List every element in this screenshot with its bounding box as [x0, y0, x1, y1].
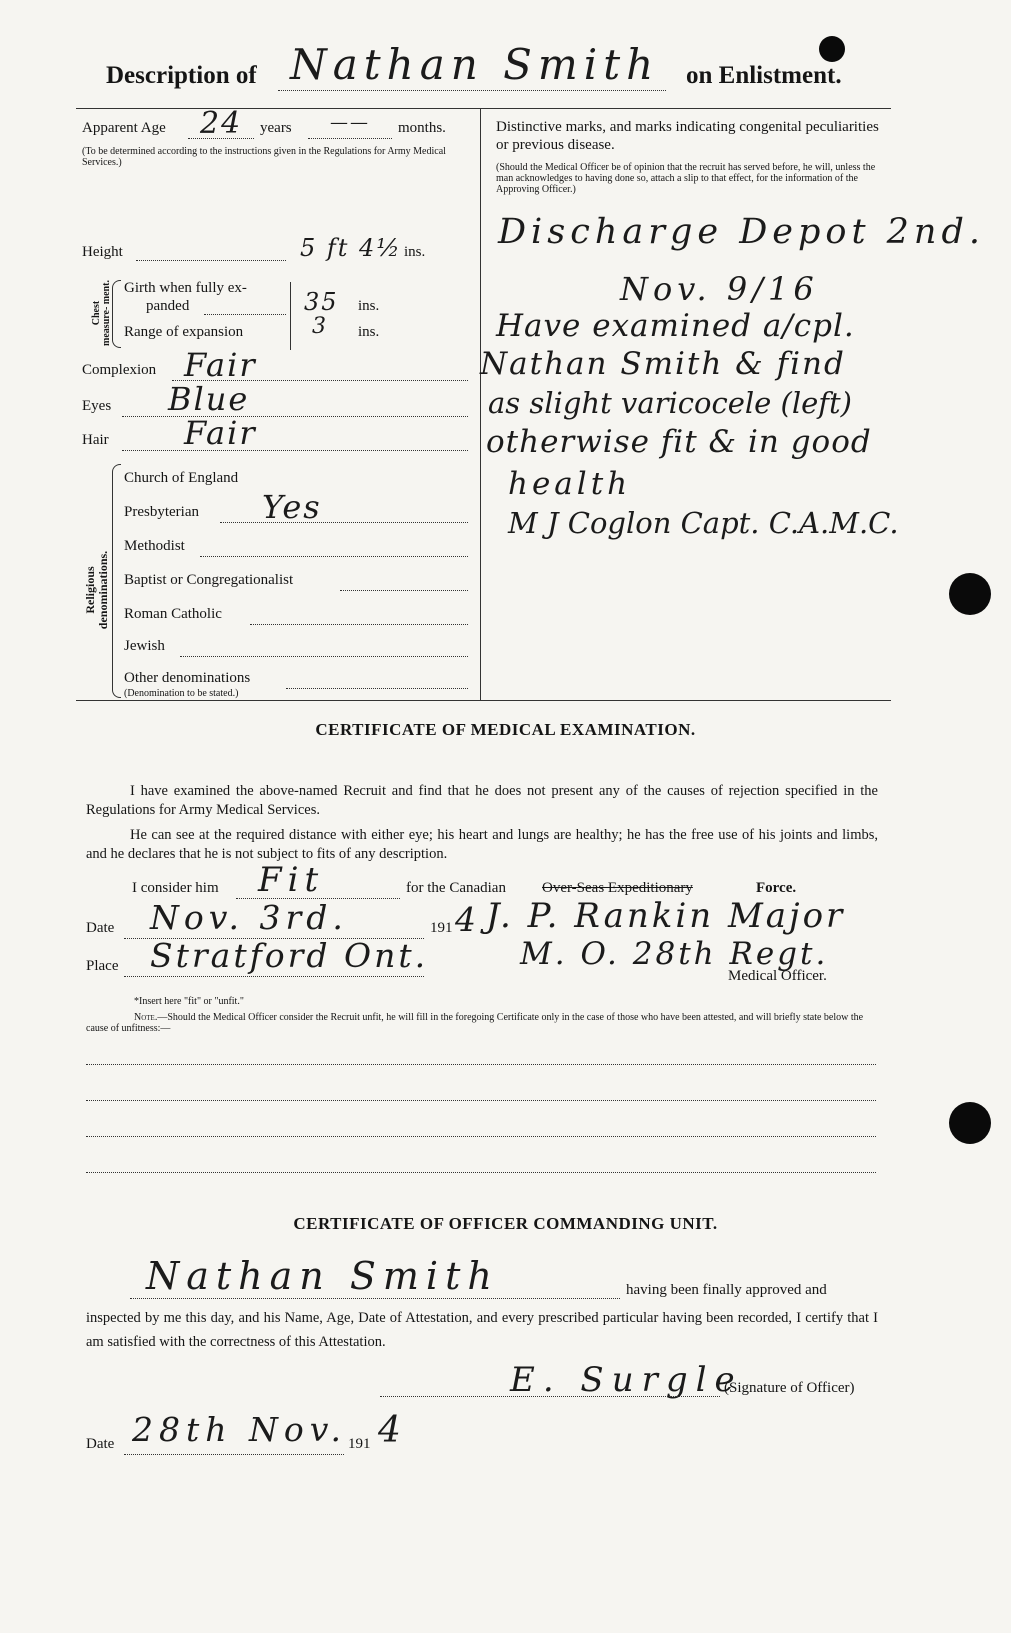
months-label: months.: [398, 120, 446, 136]
place-handwritten: Stratford Ont.: [150, 936, 429, 975]
eyes-handwritten: Blue: [168, 380, 250, 418]
medical-certificate-title: CERTIFICATE OF MEDICAL EXAMINATION.: [315, 720, 696, 739]
note-text: —Should the Medical Officer consider the Recruit unfit, he will fill in the foregoing Certificate only in the case of those who have been attested, and will briefly state below the cause of unfitness:—: [86, 1012, 864, 1034]
marks-line-4: Nathan Smith & find: [480, 346, 846, 382]
struck-text: Over-Seas Expeditionary: [542, 880, 693, 896]
eyes-label: Eyes: [82, 398, 112, 414]
girth-leader: [204, 314, 286, 315]
age-note: (To be determined according to the instructions given in the Regulations for Army Medical Services.): [82, 146, 446, 168]
complexion-label: Complexion: [82, 362, 157, 378]
girth-unit: ins.: [358, 298, 380, 314]
religion-brace: [112, 464, 121, 698]
unfit-line-4: [86, 1172, 876, 1173]
medical-para-1: I have examined the above-named Recruit and find that he does not present any of the causes of rejection specified in the Regulations for Army Medical Services.: [86, 783, 878, 818]
header-name-line: [278, 90, 666, 91]
commanding-certificate-title: CERTIFICATE OF OFFICER COMMANDING UNIT.: [293, 1214, 718, 1233]
catholic-line: [250, 624, 468, 625]
commanding-line-1: having been finally approved and: [626, 1282, 827, 1298]
regiment-handwritten: M. O. 28th Regt.: [520, 936, 829, 972]
apparent-age-label: Apparent Age: [82, 120, 166, 136]
header-on-enlistment: on Enlistment.: [686, 62, 842, 89]
religion-roman-catholic: Roman Catholic: [124, 606, 222, 622]
marks-line-8: M J Coglon Capt. C.A.M.C.: [508, 506, 899, 540]
commanding-signature-line: [380, 1396, 720, 1397]
marks-line-1: Discharge Depot 2nd.: [498, 212, 985, 252]
range-unit: ins.: [358, 324, 380, 340]
year-label: 191: [430, 920, 453, 936]
months-line: [308, 138, 392, 139]
eyes-line: [122, 416, 468, 417]
other-line: [286, 688, 468, 689]
date-label: Date: [86, 920, 115, 936]
year-handwritten: 4: [455, 900, 478, 939]
religious-denominations-label: Religious denominations.: [83, 550, 110, 630]
years-label: years: [260, 120, 292, 136]
religion-methodist: Methodist: [124, 538, 185, 554]
methodist-line: [200, 556, 468, 557]
consider-label: I consider him: [132, 880, 219, 896]
for-the-label: for the Canadian: [406, 880, 506, 896]
commanding-date-label: Date: [86, 1436, 115, 1452]
commanding-year-label: 191: [348, 1436, 371, 1452]
section-rule: [76, 700, 891, 701]
girth-label-1: Girth when fully ex-: [124, 280, 247, 296]
center-divider: [480, 108, 481, 700]
age-line: [188, 138, 254, 139]
marks-label: Distinctive marks, and marks indicating congenital peculiarities or previous disease.: [496, 119, 879, 153]
girth-handwritten: 35: [304, 288, 339, 316]
chest-brace: [112, 280, 121, 348]
chest-measurement-label: Chest measure- ment.: [91, 280, 112, 346]
commanding-date-line: [124, 1454, 344, 1455]
force-label: Force.: [756, 880, 797, 896]
commanding-name-handwritten: Nathan Smith: [146, 1254, 499, 1298]
marks-line-6: otherwise fit & in good: [486, 424, 872, 460]
header-description-of: Description of: [106, 62, 257, 89]
height-handwritten: 5 ft 4½: [300, 234, 402, 262]
religion-jewish: Jewish: [124, 638, 165, 654]
presbyterian-handwritten: Yes: [262, 488, 322, 526]
religion-other: Other denominations: [124, 670, 251, 686]
punch-hole-middle: [949, 573, 991, 615]
insert-note: *Insert here "fit" or "unfit.": [134, 996, 244, 1007]
commanding-date-handwritten: 28th Nov.: [132, 1410, 347, 1449]
marks-line-2: Nov. 9/16: [620, 270, 819, 308]
commanding-signature: E. Surgle: [510, 1360, 743, 1400]
place-line: [124, 976, 424, 977]
hair-line: [122, 450, 468, 451]
jewish-line: [180, 656, 468, 657]
complexion-handwritten: Fair: [184, 346, 257, 384]
marks-line-5: as slight varicocele (left): [488, 386, 852, 420]
religion-church-of-england: Church of England: [124, 470, 239, 486]
unfit-line-2: [86, 1100, 876, 1101]
commanding-para: inspected by me this day, and his Name, Age, Date of Attestation, and every prescribed particular having been recorded, I certify that I am satisfied with the correctness of this Attestation.: [86, 1310, 878, 1350]
medical-signature: J. P. Rankin Major: [486, 896, 846, 936]
punch-hole-top: [819, 36, 845, 62]
commanding-name-line: [130, 1298, 620, 1299]
consider-handwritten: Fit: [258, 860, 325, 900]
unfit-note: [86, 1012, 878, 1034]
religion-presbyterian: Presbyterian: [124, 504, 199, 520]
height-label: Height: [82, 244, 123, 260]
baptist-line: [340, 590, 468, 591]
presbyterian-line: [220, 522, 468, 523]
marks-line-3: Have examined a/cpl.: [496, 308, 855, 344]
range-handwritten: 3: [312, 314, 328, 339]
hair-label: Hair: [82, 432, 109, 448]
date-handwritten: Nov. 3rd.: [150, 898, 348, 937]
commanding-year-handwritten: 4: [378, 1410, 403, 1451]
header-name-handwritten: Nathan Smith: [290, 40, 660, 89]
medical-officer-label: Medical Officer.: [728, 968, 827, 984]
medical-para-2: He can see at the required distance with either eye; his heart and lungs are healthy; he has the free use of his joints and limbs, and he declares that he is not subject to fits of any description.: [86, 827, 878, 862]
hair-handwritten: Fair: [184, 414, 257, 452]
punch-hole-bottom: [949, 1102, 991, 1144]
range-label: Range of expansion: [124, 324, 244, 340]
chest-divider: [290, 282, 291, 350]
unfit-line-3: [86, 1136, 876, 1137]
height-unit: ins.: [404, 244, 426, 260]
signature-of-officer-label: (Signature of Officer): [724, 1380, 855, 1396]
marks-line-7: health: [508, 466, 632, 502]
religion-baptist: Baptist or Congregationalist: [124, 572, 294, 588]
age-handwritten: 24: [200, 106, 243, 141]
top-rule: [76, 108, 891, 109]
months-handwritten: ——: [330, 112, 370, 133]
height-leader: [136, 260, 286, 261]
note-label: Note.: [134, 1012, 158, 1023]
marks-note: (Should the Medical Officer be of opinion that the recruit has served before, he will, unless the man acknowledges to having done so, attach a slip to that effect, for the information of the Approving Officer.): [496, 162, 876, 195]
place-label: Place: [86, 958, 119, 974]
unfit-line-1: [86, 1064, 876, 1065]
religion-other-note: (Denomination to be stated.): [124, 688, 239, 699]
girth-label-2: panded: [146, 298, 190, 314]
